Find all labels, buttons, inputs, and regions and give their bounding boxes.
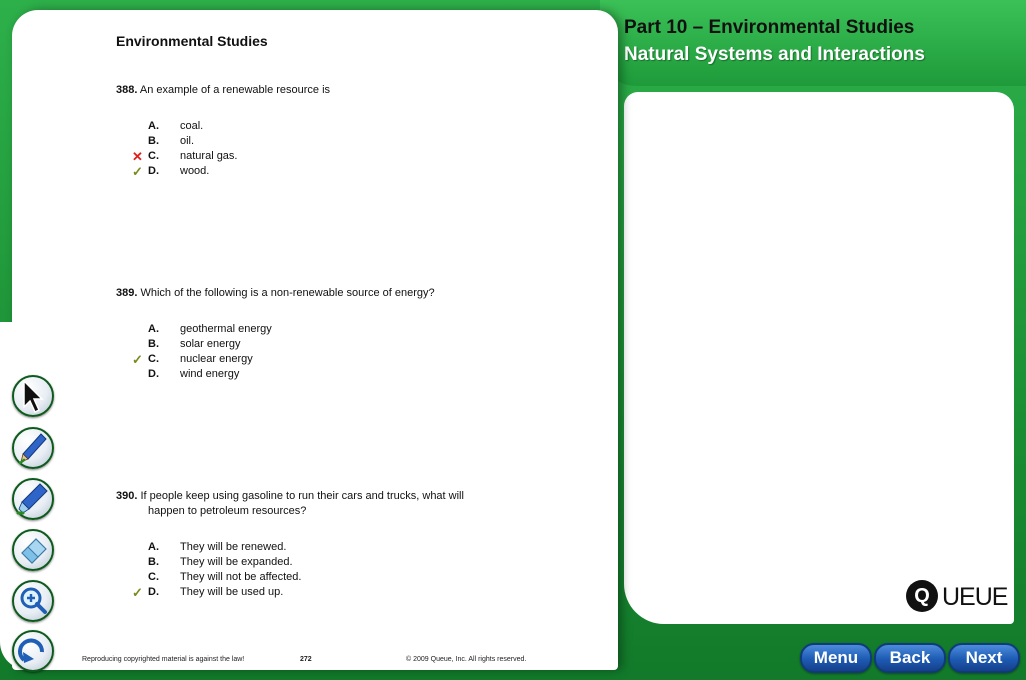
option-letter: C. bbox=[148, 353, 159, 365]
highlighter-tool-button[interactable] bbox=[12, 478, 54, 520]
correct-checkmark-icon: ✓ bbox=[132, 352, 143, 367]
pointer-tool-button[interactable] bbox=[12, 375, 54, 417]
page-number: 272 bbox=[300, 656, 312, 663]
option-text: natural gas. bbox=[180, 150, 238, 162]
option-letter: A. bbox=[148, 541, 159, 553]
eraser-icon bbox=[14, 531, 52, 569]
option-text: They will be expanded. bbox=[180, 556, 293, 568]
question-text: An example of a renewable resource is bbox=[139, 84, 331, 96]
option-text: They will be used up. bbox=[180, 586, 284, 598]
cursor-arrow-icon bbox=[14, 377, 52, 415]
option-text: They will not be affected. bbox=[180, 571, 302, 583]
header-bar bbox=[600, 0, 1026, 86]
notes-panel bbox=[624, 92, 1014, 624]
option-text: solar energy bbox=[180, 338, 241, 350]
option-text: wood. bbox=[180, 165, 210, 177]
option-letter: D. bbox=[148, 586, 159, 598]
undo-tool-button[interactable] bbox=[12, 630, 54, 672]
menu-button[interactable]: Menu bbox=[800, 643, 872, 673]
question-text-line-2: happen to petroleum resources? bbox=[148, 505, 307, 517]
pen-icon bbox=[14, 429, 52, 467]
part-title: Part 10 – Environmental Studies bbox=[624, 17, 915, 38]
logo-q-mark: Q bbox=[906, 580, 938, 612]
correct-checkmark-icon: ✓ bbox=[132, 585, 143, 600]
zoom-tool-button[interactable] bbox=[12, 580, 54, 622]
correct-checkmark-icon: ✓ bbox=[132, 164, 143, 179]
question-number: 389. bbox=[116, 287, 138, 299]
option-letter: B. bbox=[148, 556, 159, 568]
option-letter: C. bbox=[148, 150, 159, 162]
option-text: wind energy bbox=[180, 368, 240, 380]
page-title: Environmental Studies bbox=[116, 33, 268, 49]
option-text: oil. bbox=[180, 135, 195, 147]
option-letter: D. bbox=[148, 368, 159, 380]
workbook-page bbox=[12, 10, 618, 670]
option-text: coal. bbox=[180, 120, 204, 132]
option-letter: B. bbox=[148, 135, 159, 147]
question-text: Which of the following is a non-renewable source of energy? bbox=[140, 287, 435, 299]
zoom-in-icon bbox=[14, 582, 52, 620]
copyright-notice: Reproducing copyrighted material is against the law! bbox=[82, 656, 245, 663]
section-subtitle: Natural Systems and Interactions bbox=[624, 44, 925, 65]
question-number: 390. bbox=[116, 490, 138, 502]
question-389 bbox=[116, 286, 435, 301]
eraser-tool-button[interactable] bbox=[12, 529, 54, 571]
option-letter: D. bbox=[148, 165, 159, 177]
option-text: They will be renewed. bbox=[180, 541, 287, 553]
logo-wordmark: UEUE bbox=[942, 583, 1008, 611]
pen-tool-button[interactable] bbox=[12, 427, 54, 469]
question-390 bbox=[116, 489, 464, 519]
queue-logo bbox=[906, 578, 1008, 618]
option-letter: C. bbox=[148, 571, 159, 583]
question-number: 388. bbox=[116, 84, 138, 96]
next-button[interactable]: Next bbox=[948, 643, 1020, 673]
option-text: geothermal energy bbox=[180, 323, 272, 335]
option-letter: A. bbox=[148, 120, 159, 132]
option-letter: B. bbox=[148, 338, 159, 350]
undo-arrow-icon bbox=[14, 632, 52, 670]
question-388 bbox=[116, 83, 330, 98]
highlighter-icon bbox=[14, 480, 52, 518]
question-text-line-1: If people keep using gasoline to run their cars and trucks, what will bbox=[140, 490, 464, 502]
option-text: nuclear energy bbox=[180, 353, 253, 365]
incorrect-mark-icon: ✕ bbox=[132, 149, 143, 164]
back-button[interactable]: Back bbox=[874, 643, 946, 673]
copyright-text: © 2009 Queue, Inc. All rights reserved. bbox=[406, 656, 527, 663]
option-letter: A. bbox=[148, 323, 159, 335]
